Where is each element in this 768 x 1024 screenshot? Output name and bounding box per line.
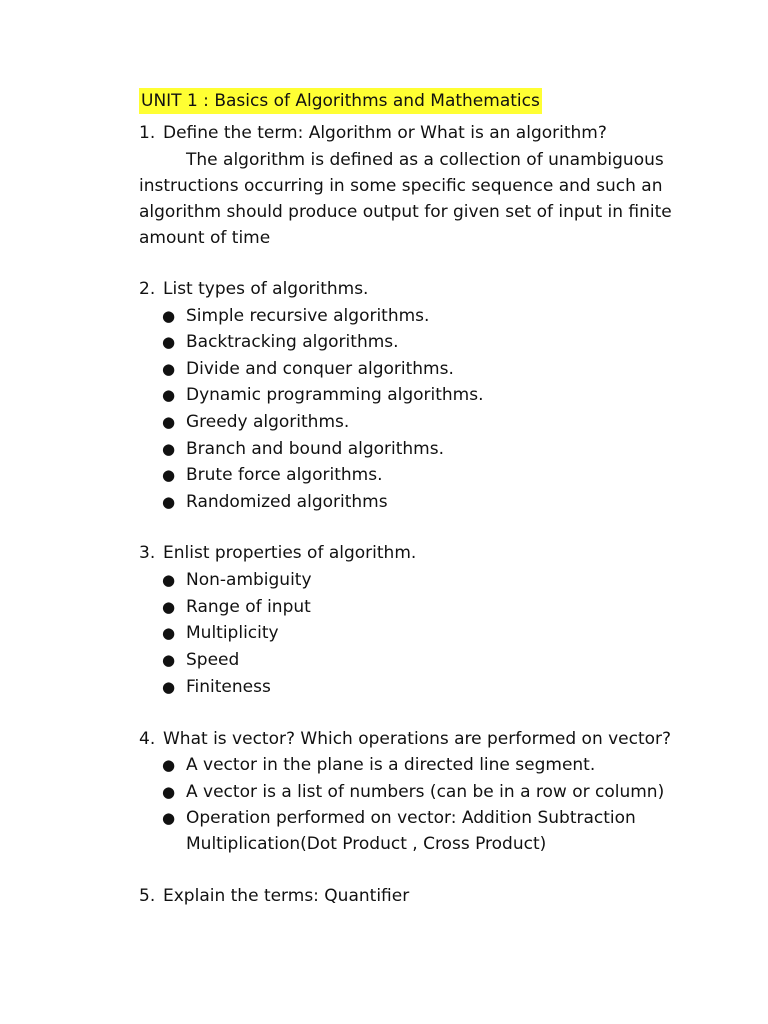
section-heading-text: What is vector? Which operations are performed on vector? bbox=[163, 729, 672, 749]
list-item: ● Range of input bbox=[162, 594, 311, 620]
list-item: ● Multiplicity bbox=[162, 620, 279, 646]
section-number: 3. bbox=[139, 543, 156, 563]
bullet-icon: ● bbox=[162, 466, 176, 484]
list-item: ● Branch and bound algorithms. bbox=[162, 436, 444, 462]
section-number: 2. bbox=[139, 279, 156, 299]
bullet-icon: ● bbox=[162, 493, 176, 511]
bullet-icon: ● bbox=[162, 571, 176, 589]
bullet-icon: ● bbox=[162, 651, 176, 669]
section-1-heading bbox=[139, 120, 607, 146]
section-number: 4. bbox=[139, 729, 156, 749]
section-heading-text: List types of algorithms. bbox=[163, 279, 369, 299]
bullet-icon: ● bbox=[162, 598, 176, 616]
list-item: ● Speed bbox=[162, 647, 239, 673]
list-item-continuation: Multiplication(Dot Product , Cross Product) bbox=[186, 834, 547, 854]
list-item: ● Brute force algorithms. bbox=[162, 462, 382, 488]
section-number: 5. bbox=[139, 886, 156, 906]
section-5-heading bbox=[139, 883, 409, 909]
bullet-icon: ● bbox=[162, 440, 176, 458]
bullet-icon: ● bbox=[162, 413, 176, 431]
bullet-icon: ● bbox=[162, 809, 176, 827]
list-item: ● Greedy algorithms. bbox=[162, 409, 349, 435]
paragraph-line: algorithm should produce output for given set of input in finite bbox=[139, 202, 672, 222]
bullet-icon: ● bbox=[162, 386, 176, 404]
bullet-icon: ● bbox=[162, 624, 176, 642]
section-4-heading bbox=[139, 726, 671, 752]
bullet-icon: ● bbox=[162, 333, 176, 351]
list-item: ● Operation performed on vector: Addition Subtraction bbox=[162, 805, 636, 831]
list-item: ● Randomized algorithms bbox=[162, 489, 388, 515]
section-heading-text: Enlist properties of algorithm. bbox=[163, 543, 417, 563]
bullet-icon: ● bbox=[162, 360, 176, 378]
paragraph-line: The algorithm is defined as a collection of unambiguous bbox=[186, 150, 664, 170]
bullet-icon: ● bbox=[162, 307, 176, 325]
list-item: ● Simple recursive algorithms. bbox=[162, 303, 429, 329]
section-3-heading bbox=[139, 540, 416, 566]
bullet-icon: ● bbox=[162, 756, 176, 774]
list-item: ● Divide and conquer algorithms. bbox=[162, 356, 454, 382]
section-number: 1. bbox=[139, 123, 156, 143]
section-heading-text: Explain the terms: Quantifier bbox=[163, 886, 410, 906]
section-2-heading bbox=[139, 276, 368, 302]
list-item: ● Non-ambiguity bbox=[162, 567, 312, 593]
list-item: ● Backtracking algorithms. bbox=[162, 329, 399, 355]
page-title: UNIT 1 : Basics of Algorithms and Mathematics bbox=[139, 88, 542, 114]
paragraph-line: instructions occurring in some specific sequence and such an bbox=[139, 176, 663, 196]
paragraph-line: amount of time bbox=[139, 228, 271, 248]
section-heading-text: Define the term: Algorithm or What is an algorithm? bbox=[163, 123, 607, 143]
bullet-icon: ● bbox=[162, 678, 176, 696]
list-item: ● A vector in the plane is a directed line segment. bbox=[162, 752, 595, 778]
list-item: ● Finiteness bbox=[162, 674, 271, 700]
list-item: ● A vector is a list of numbers (can be in a row or column) bbox=[162, 779, 664, 805]
list-item: ● Dynamic programming algorithms. bbox=[162, 382, 484, 408]
bullet-icon: ● bbox=[162, 783, 176, 801]
